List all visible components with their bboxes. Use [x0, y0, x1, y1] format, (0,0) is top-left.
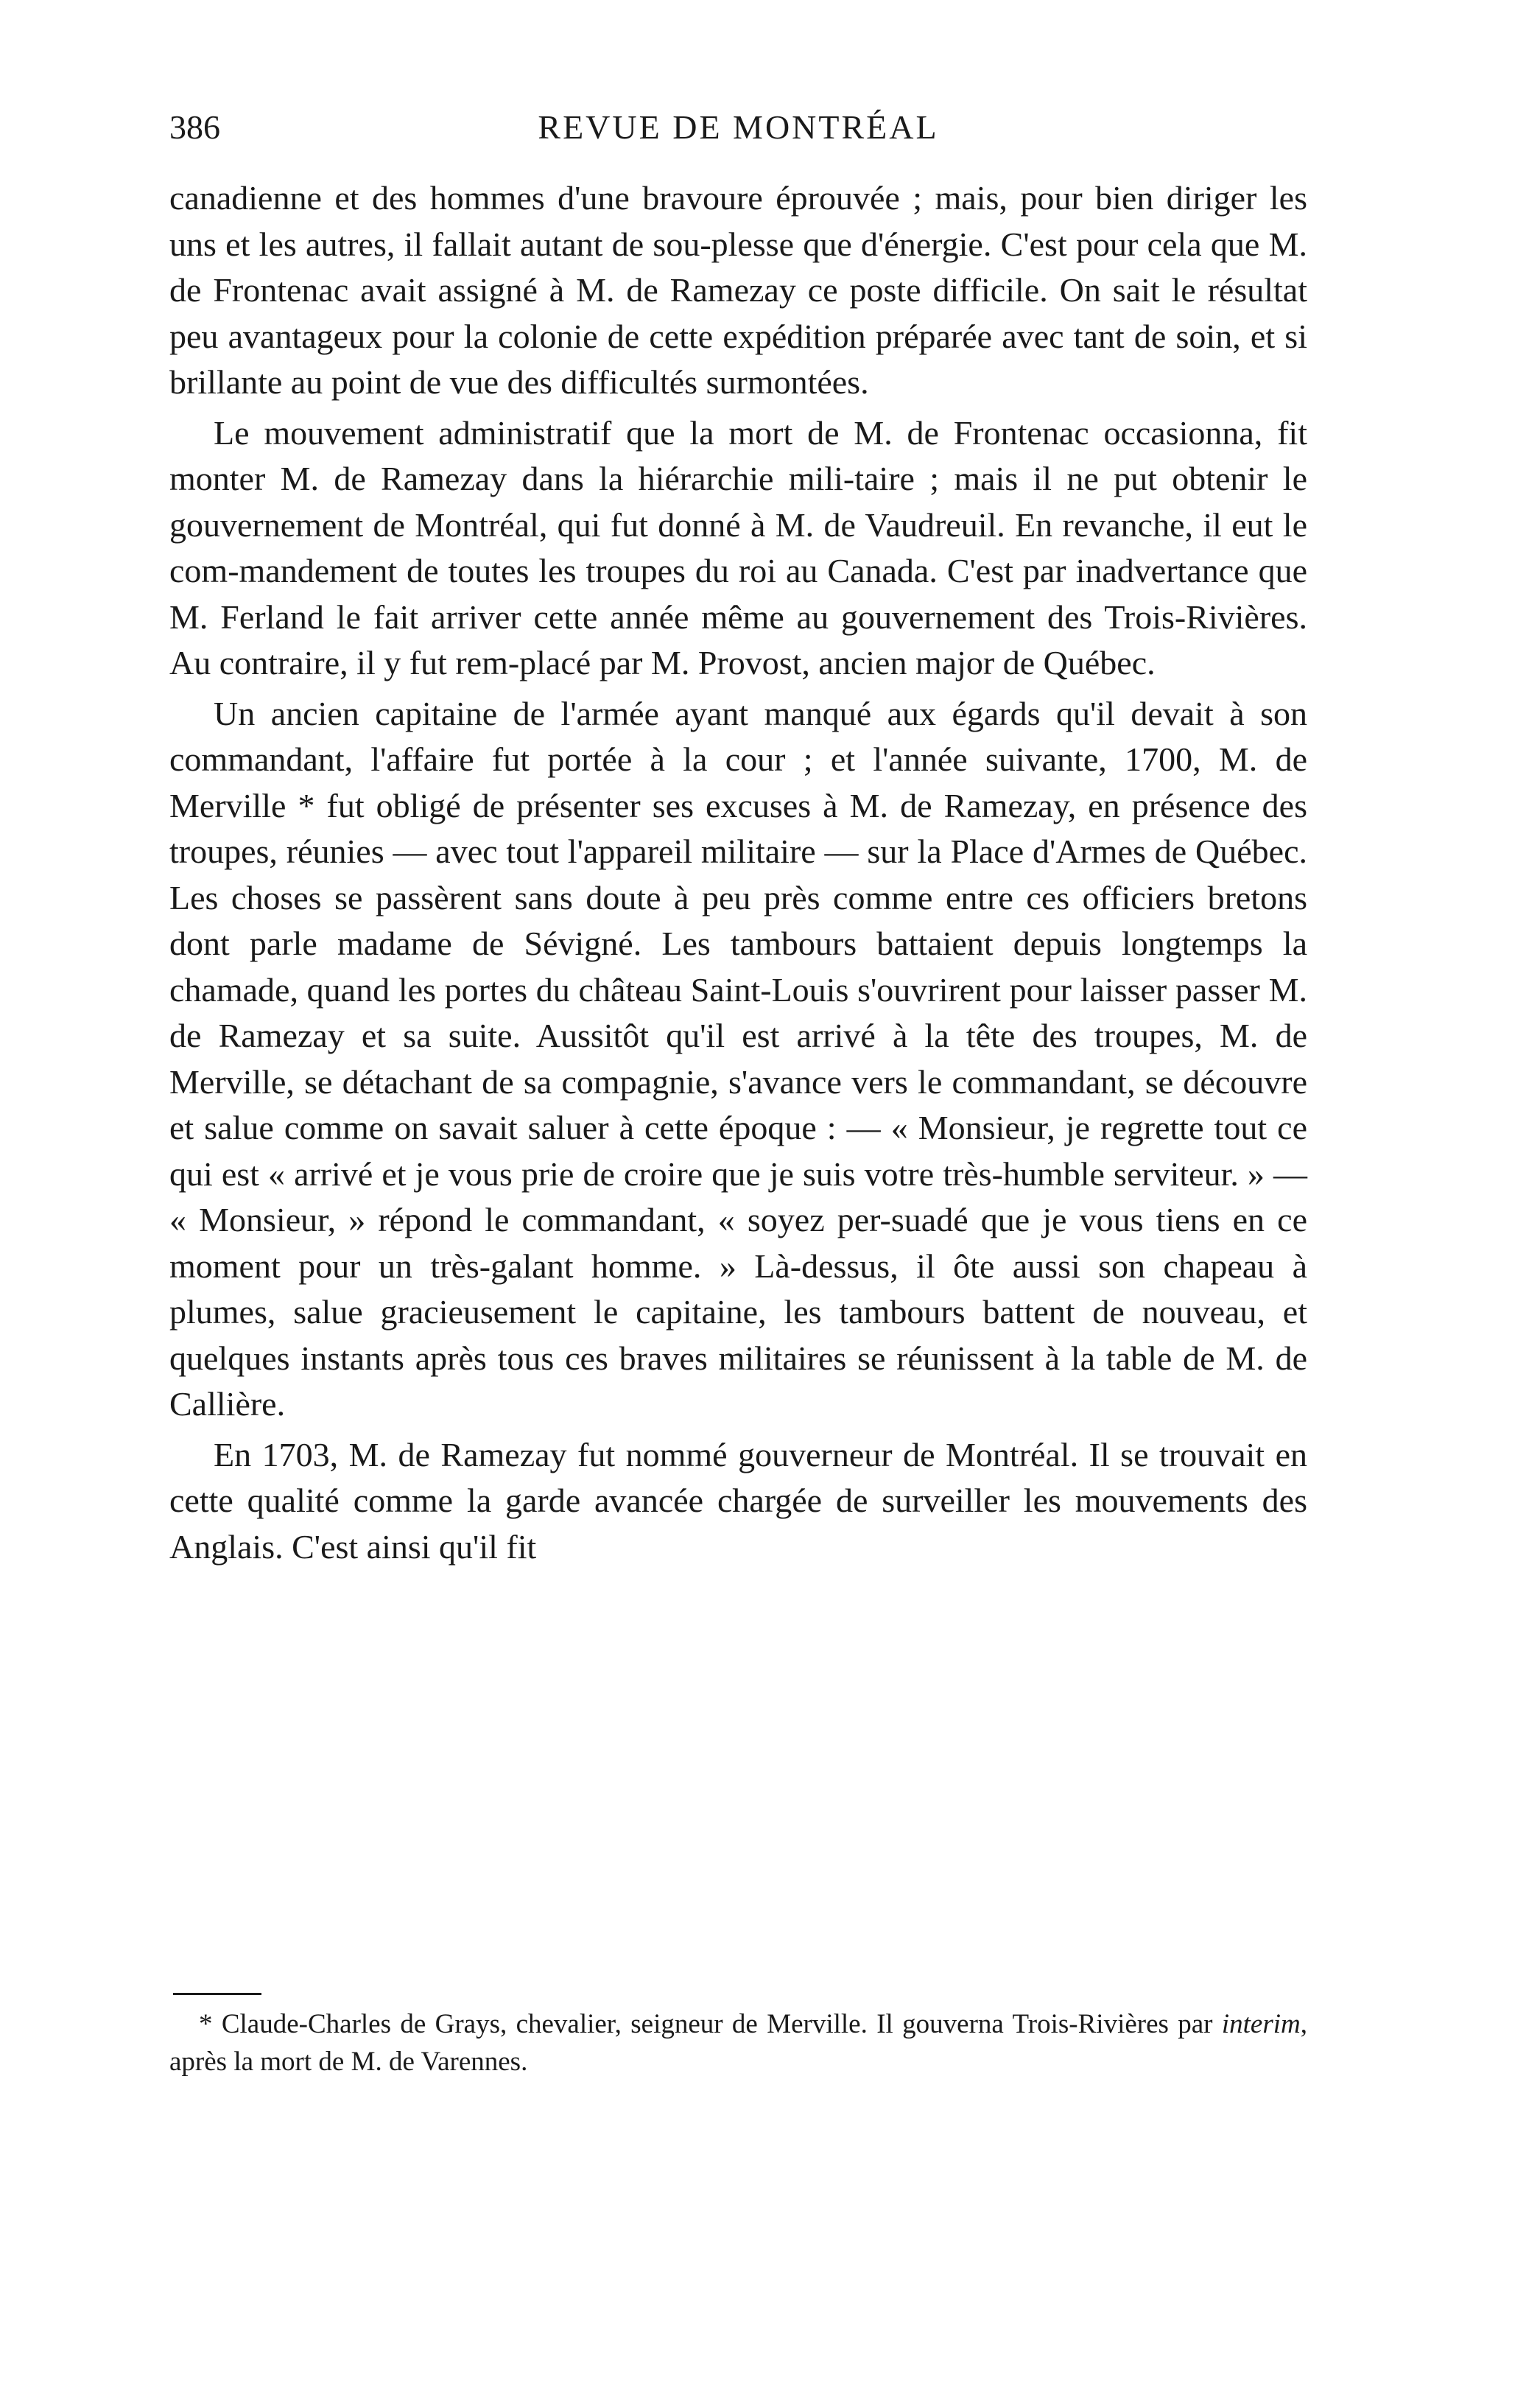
body-text [169, 175, 1307, 1570]
footnote [169, 2005, 1307, 2081]
paragraph-continued: canadienne et des hommes d'une bravoure éprouvée ; mais, pour bien diriger les uns et les autres, il fallait autant de sou-plesse que d'énergie. C'est pour cela que M. de Frontenac avait assigné à M. de Ramezay ce poste difficile. On sait le résultat peu avantageux pour la colonie de cette expédition préparée avec tant de soin, et si brillante au point de vue des difficultés surmontées. [169, 179, 1307, 401]
paragraph: Le mouvement administratif que la mort de M. de Frontenac occasionna, fit monter M. de Ramezay dans la hiérarchie mili-taire ; mais il ne put obtenir le gouvernement de Montréal, qui fut donné à M. de Vaudreuil. En revanche, il eut le com-mandement de toutes les troupes du roi au Canada. C'est par inadvertance que M. Ferland le fait arriver cette année même au gouvernement des Trois-Rivières. Au contraire, il y fut rem-placé par M. Provost, ancien major de Québec. [169, 413, 1307, 681]
paragraph: Un ancien capitaine de l'armée ayant manqué aux égards qu'il devait à son commandant, l'affaire fut portée à la cour ; et l'année suivante, 1700, M. de Merville * fut obligé de présenter ses excuses à M. de Ramezay, en présence des troupes, réunies — avec tout l'appareil militaire — sur la Place d'Armes de Québec. Les choses se passèrent sans doute à peu près comme entre ces officiers bretons dont parle madame de Sévigné. Les tambours battaient depuis longtemps la chamade, quand les portes du château Saint-Louis s'ouvrirent pour laisser passer M. de Ramezay et sa suite. Aussitôt qu'il est arrivé à la tête des troupes, M. de Merville, se détachant de sa compagnie, s'avance vers le commandant, se découvre et salue comme on savait saluer à cette époque : — « Monsieur, je regrette tout ce qui est « arrivé et je vous prie de croire que je suis votre très-humble serviteur. » — « Monsieur, » répond le commandant, « soyez per-suadé que je vous tiens en ce moment pour un très-galant homme. » Là-dessus, il ôte aussi son chapeau à plumes, salue gracieusement le capitaine, les tambours battent de nouveau, et quelques instants après tous ces braves militaires se réunissent à la table de M. de Callière. [169, 694, 1307, 1423]
footnote-separator [173, 1993, 261, 1995]
running-title: REVUE DE MONTRÉAL [538, 108, 939, 146]
footnote-emphasis: interim [1221, 2009, 1301, 2039]
footnote-text: * Claude-Charles de Grays, chevalier, seigneur de Merville. Il gouverna Trois-Rivières par [199, 2009, 1222, 2039]
page-number: 386 [169, 108, 220, 146]
page-header [169, 94, 1307, 161]
paragraph: En 1703, M. de Ramezay fut nommé gouverneur de Montréal. Il se trouvait en cette qualité comme la garde avancée chargée de surveiller les mouvements des Anglais. C'est ainsi qu'il fit [169, 1435, 1307, 1566]
footnote-text-end: , après la mort de M. de Varennes. [169, 2009, 1307, 2077]
